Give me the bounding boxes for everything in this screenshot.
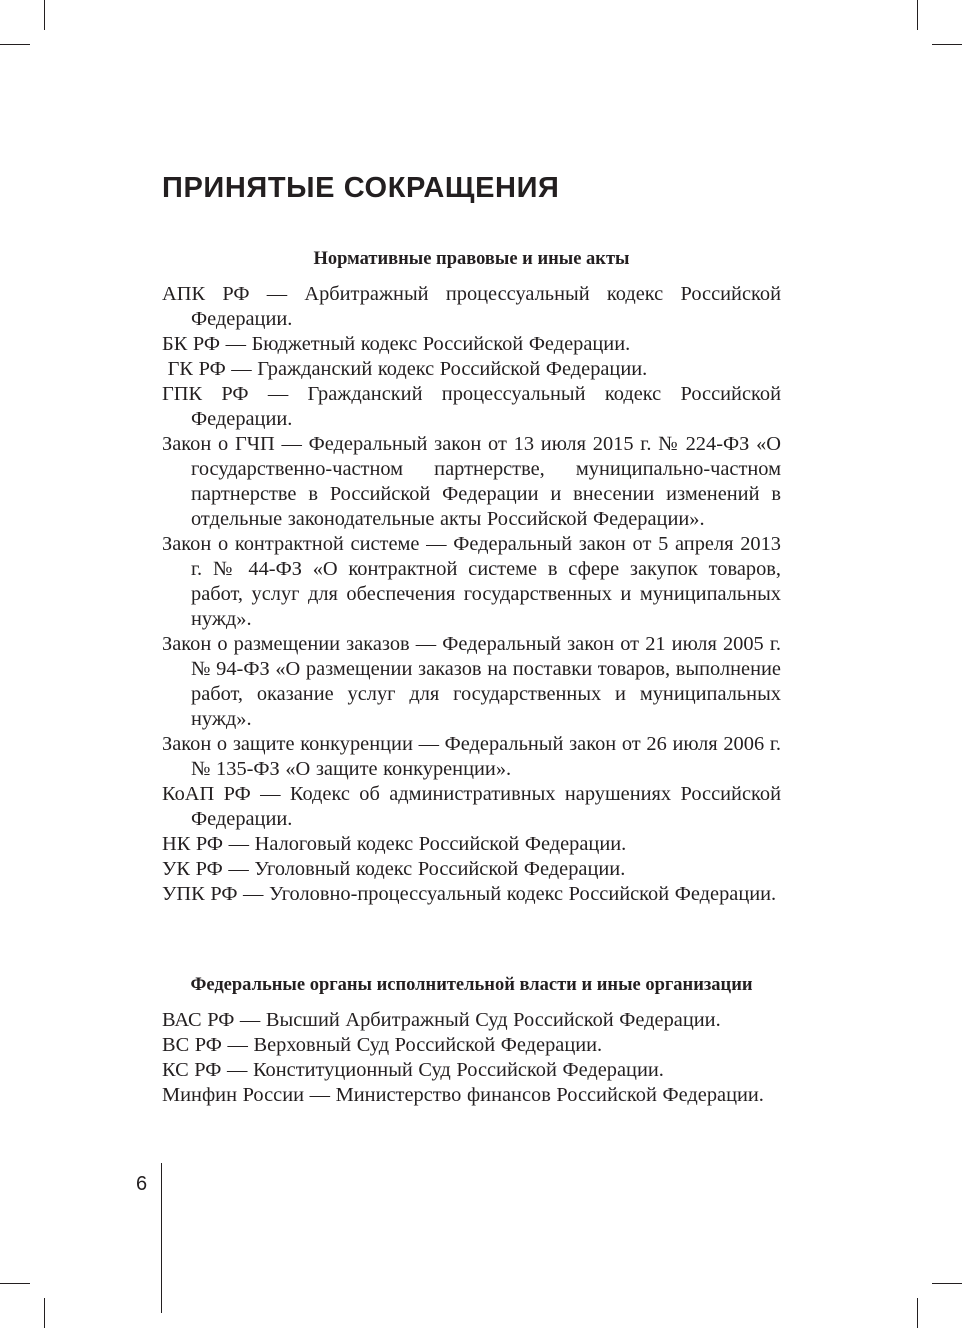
list-item: Закон о ГЧП — Федеральный закон от 13 июля 2015 г. № 224-ФЗ «О государственно-частном партнерстве, муниципально-частном партнерстве в Российской Федерации и внесении изменений в отдельные законодательные акты Российской Федерации». (162, 433, 781, 530)
crop-mark (917, 0, 918, 30)
list-item: АПК РФ — Арбитражный процессуальный кодекс Российской Федерации. (162, 283, 781, 330)
list-item: ВС РФ — Верховный Суд Российской Федерации. (162, 1034, 603, 1056)
crop-mark (932, 44, 962, 45)
list-item: ВАС РФ — Высший Арбитражный Суд Российской Федерации. (162, 1009, 721, 1031)
crop-mark (917, 1298, 918, 1328)
list-item: УПК РФ — Уголовно-процессуальный кодекс Российской Федерации. (162, 883, 777, 905)
crop-mark (44, 0, 45, 30)
abbreviation-list-acts (162, 282, 781, 907)
crop-mark (0, 1283, 30, 1284)
section-heading-acts: Нормативные правовые и иные акты (313, 249, 630, 269)
section-heading-organizations: Федеральные органы исполнительной власти и иные организации (190, 975, 753, 995)
list-item: ГПК РФ — Гражданский процессуальный кодекс Российской Федерации. (162, 383, 781, 430)
crop-mark (932, 1283, 962, 1284)
list-item: Закон о контрактной системе — Федеральный закон от 5 апреля 2013 г. № 44-ФЗ «О контрактной системе в сфере закупок товаров, работ, услуг для обеспечения государственных и муниципальных нужд». (162, 533, 781, 630)
crop-mark (44, 1298, 45, 1328)
list-item: ГК РФ — Гражданский кодекс Российской Федерации. (162, 358, 648, 380)
page-number: 6 (136, 1173, 148, 1195)
list-item: БК РФ — Бюджетный кодекс Российской Федерации. (162, 333, 631, 355)
list-item: Закон о защите конкуренции — Федеральный закон от 26 июля 2006 г. № 135-ФЗ «О защите конкуренции». (162, 733, 781, 780)
margin-rule (161, 1163, 162, 1313)
list-item: Закон о размещении заказов — Федеральный закон от 21 июля 2005 г. № 94-ФЗ «О размещении заказов на поставки товаров, выполнение работ, оказание услуг для государственных и муниципальных нужд». (162, 633, 781, 730)
list-item: КС РФ — Конституционный Суд Российской Федерации. (162, 1059, 664, 1081)
abbreviation-list-organizations (162, 1008, 781, 1108)
list-item: УК РФ — Уголовный кодекс Российской Федерации. (162, 858, 626, 880)
list-item: НК РФ — Налоговый кодекс Российской Федерации. (162, 833, 627, 855)
list-item: Минфин России — Министерство финансов Российской Федерации. (162, 1084, 764, 1106)
list-item: КоАП РФ — Кодекс об административных нарушениях Российской Федерации. (162, 783, 781, 830)
crop-mark (0, 44, 30, 45)
page-title: ПРИНЯТЫЕ СОКРАЩЕНИЯ (162, 172, 560, 204)
